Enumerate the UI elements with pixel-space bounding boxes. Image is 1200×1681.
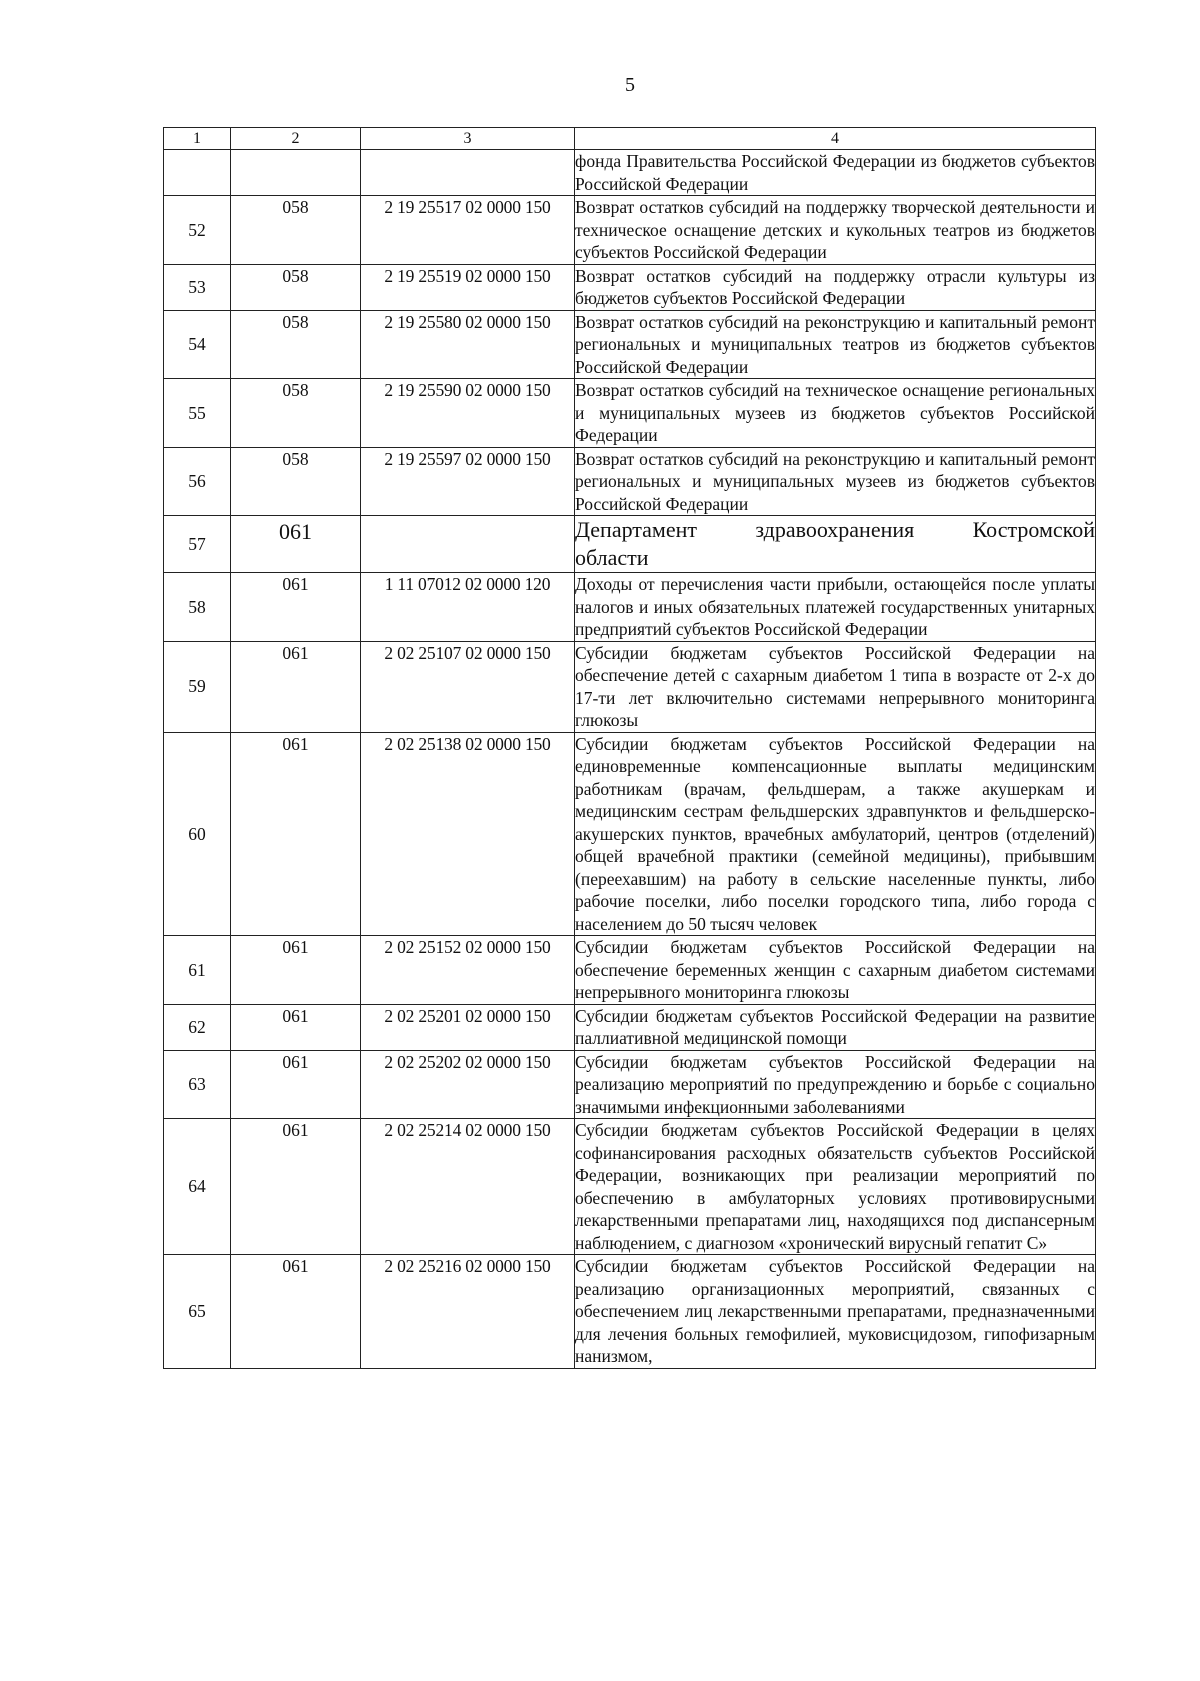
revenue-description: Субсидии бюджетам субъектов Российской Федерации на развитие паллиативной медицинской помощи bbox=[575, 1005, 1095, 1048]
row-number: 60 bbox=[164, 732, 231, 936]
budget-classification-code: 2 19 25580 02 0000 150 bbox=[361, 310, 575, 379]
column-header: 3 bbox=[361, 128, 575, 150]
table-row-administrator bbox=[164, 516, 1096, 573]
row-number: 55 bbox=[164, 379, 231, 448]
revenue-description: Возврат остатков субсидий на поддержку отрасли культуры из бюджетов субъектов Российской Федерации bbox=[575, 265, 1095, 308]
row-number: 54 bbox=[164, 310, 231, 379]
row-number: 58 bbox=[164, 573, 231, 642]
row-number: 64 bbox=[164, 1119, 231, 1255]
admin-code: 061 bbox=[231, 1050, 361, 1119]
table-row bbox=[164, 1255, 1096, 1369]
revenue-description: Субсидии бюджетам субъектов Российской Федерации на реализацию организационных мероприятий, связанных с обеспечением лиц лекарственными препаратами, предназначенными для лечения больных гемофилией, муковисцидозом, гипофизарным нанизмом, bbox=[575, 1256, 1095, 1366]
admin-code: 061 bbox=[231, 1255, 361, 1369]
table-row bbox=[164, 196, 1096, 265]
budget-classification-code: 2 19 25517 02 0000 150 bbox=[361, 196, 575, 265]
row-number: 61 bbox=[164, 936, 231, 1005]
administrator-name-line2: области bbox=[575, 545, 649, 570]
revenue-description: Субсидии бюджетам субъектов Российской Федерации на реализацию мероприятий по предупреждению и борьбе с социально значимыми инфекционными заболеваниями bbox=[575, 1051, 1095, 1117]
column-header: 1 bbox=[164, 128, 231, 150]
revenue-description: Субсидии бюджетам субъектов Российской Федерации на единовременные компенсационные выплаты медицинским работникам (врачам, фельдшерам, а также акушеркам и медицинским сестрам фельдшерских здравпунктов и фельдшерско-акушерских пунктов, врачебных амбулаторий, центров (отделений) общей врачебной практики (семейной медицины), прибывшим (переехавшим) на работу в сельские населенные пункты, либо рабочие поселки, либо поселки городского типа, либо города с населением до 50 тысяч человек bbox=[575, 733, 1095, 934]
table-row bbox=[164, 573, 1096, 642]
table-row bbox=[164, 641, 1096, 732]
column-header: 2 bbox=[231, 128, 361, 150]
revenue-description: Возврат остатков субсидий на реконструкцию и капитальный ремонт региональных и муниципальных театров из бюджетов субъектов Российской Федерации bbox=[575, 311, 1095, 377]
admin-code: 061 bbox=[231, 732, 361, 936]
administrator-name-line1: Департамент здравоохранения Костромской bbox=[575, 517, 1095, 542]
row-number bbox=[164, 150, 231, 196]
table-row bbox=[164, 1050, 1096, 1119]
revenue-description: Возврат остатков субсидий на поддержку творческой деятельности и техническое оснащение детских и кукольных театров из бюджетов субъектов Российской Федерации bbox=[575, 197, 1095, 262]
table-header-row bbox=[164, 128, 1096, 150]
table-row bbox=[164, 447, 1096, 516]
row-number: 53 bbox=[164, 264, 231, 310]
admin-code: 058 bbox=[231, 264, 361, 310]
budget-classification-code: 2 02 25152 02 0000 150 bbox=[361, 936, 575, 1005]
revenue-description: Возврат остатков субсидий на техническое оснащение региональных и муниципальных музеев из бюджетов субъектов Российской Федерации bbox=[575, 380, 1095, 445]
column-header: 4 bbox=[575, 128, 1096, 150]
budget-classification-code: 2 02 25214 02 0000 150 bbox=[361, 1119, 575, 1255]
admin-code: 061 bbox=[231, 641, 361, 732]
admin-code: 058 bbox=[231, 447, 361, 516]
budget-classification-code: 2 19 25590 02 0000 150 bbox=[361, 379, 575, 448]
row-number: 56 bbox=[164, 447, 231, 516]
budget-classification-code: 2 02 25201 02 0000 150 bbox=[361, 1004, 575, 1050]
budget-classification-code bbox=[361, 150, 575, 196]
admin-code: 061 bbox=[231, 936, 361, 1005]
budget-classification-code: 2 19 25519 02 0000 150 bbox=[361, 264, 575, 310]
revenue-description: Субсидии бюджетам субъектов Российской Федерации в целях софинансирования расходных обязательств субъектов Российской Федерации, возникающих при реализации мероприятий по обеспечению в амбулаторных условиях противовирусными лекарственными препаратами лиц, находящихся под диспансерным наблюдением, с диагнозом «хронический вирусный гепатит С» bbox=[575, 1120, 1095, 1253]
revenue-description: Субсидии бюджетам субъектов Российской Федерации на обеспечение беременных женщин с сахарным диабетом системами непрерывного мониторинга глюкозы bbox=[575, 937, 1095, 1002]
budget-classification-code bbox=[361, 516, 575, 573]
admin-code: 058 bbox=[231, 310, 361, 379]
admin-code: 058 bbox=[231, 379, 361, 448]
admin-code: 061 bbox=[231, 516, 361, 573]
budget-classification-code: 1 11 07012 02 0000 120 bbox=[361, 573, 575, 642]
table-row bbox=[164, 379, 1096, 448]
revenue-description: Доходы от перечисления части прибыли, остающейся после уплаты налогов и иных обязательных платежей государственных унитарных предприятий субъектов Российской Федерации bbox=[575, 574, 1095, 639]
page-number: 5 bbox=[625, 74, 635, 96]
admin-code: 061 bbox=[231, 1119, 361, 1255]
row-number: 57 bbox=[164, 516, 231, 573]
row-number: 62 bbox=[164, 1004, 231, 1050]
budget-classification-code: 2 02 25216 02 0000 150 bbox=[361, 1255, 575, 1369]
admin-code: 061 bbox=[231, 1004, 361, 1050]
admin-code: 061 bbox=[231, 573, 361, 642]
row-number: 65 bbox=[164, 1255, 231, 1369]
budget-classification-code: 2 19 25597 02 0000 150 bbox=[361, 447, 575, 516]
table-row bbox=[164, 1004, 1096, 1050]
administrator-name bbox=[575, 516, 1096, 573]
table-row bbox=[164, 150, 1096, 196]
table-row bbox=[164, 264, 1096, 310]
table-row bbox=[164, 1119, 1096, 1255]
row-number: 52 bbox=[164, 196, 231, 265]
table-row bbox=[164, 310, 1096, 379]
row-number: 63 bbox=[164, 1050, 231, 1119]
revenue-description: Возврат остатков субсидий на реконструкцию и капитальный ремонт региональных и муниципальных музеев из бюджетов субъектов Российской Федерации bbox=[575, 448, 1095, 514]
revenue-description: фонда Правительства Российской Федерации из бюджетов субъектов Российской Федерации bbox=[575, 151, 1095, 194]
budget-classification-code: 2 02 25107 02 0000 150 bbox=[361, 641, 575, 732]
admin-code: 058 bbox=[231, 196, 361, 265]
admin-code bbox=[231, 150, 361, 196]
revenue-codes-table bbox=[163, 127, 1096, 1369]
table-row bbox=[164, 936, 1096, 1005]
table-row bbox=[164, 732, 1096, 936]
row-number: 59 bbox=[164, 641, 231, 732]
revenue-description: Субсидии бюджетам субъектов Российской Федерации на обеспечение детей с сахарным диабетом 1 типа в возрасте от 2-х до 17-ти лет включительно системами непрерывного мониторинга глюкозы bbox=[575, 642, 1095, 730]
budget-classification-code: 2 02 25202 02 0000 150 bbox=[361, 1050, 575, 1119]
budget-classification-code: 2 02 25138 02 0000 150 bbox=[361, 732, 575, 936]
